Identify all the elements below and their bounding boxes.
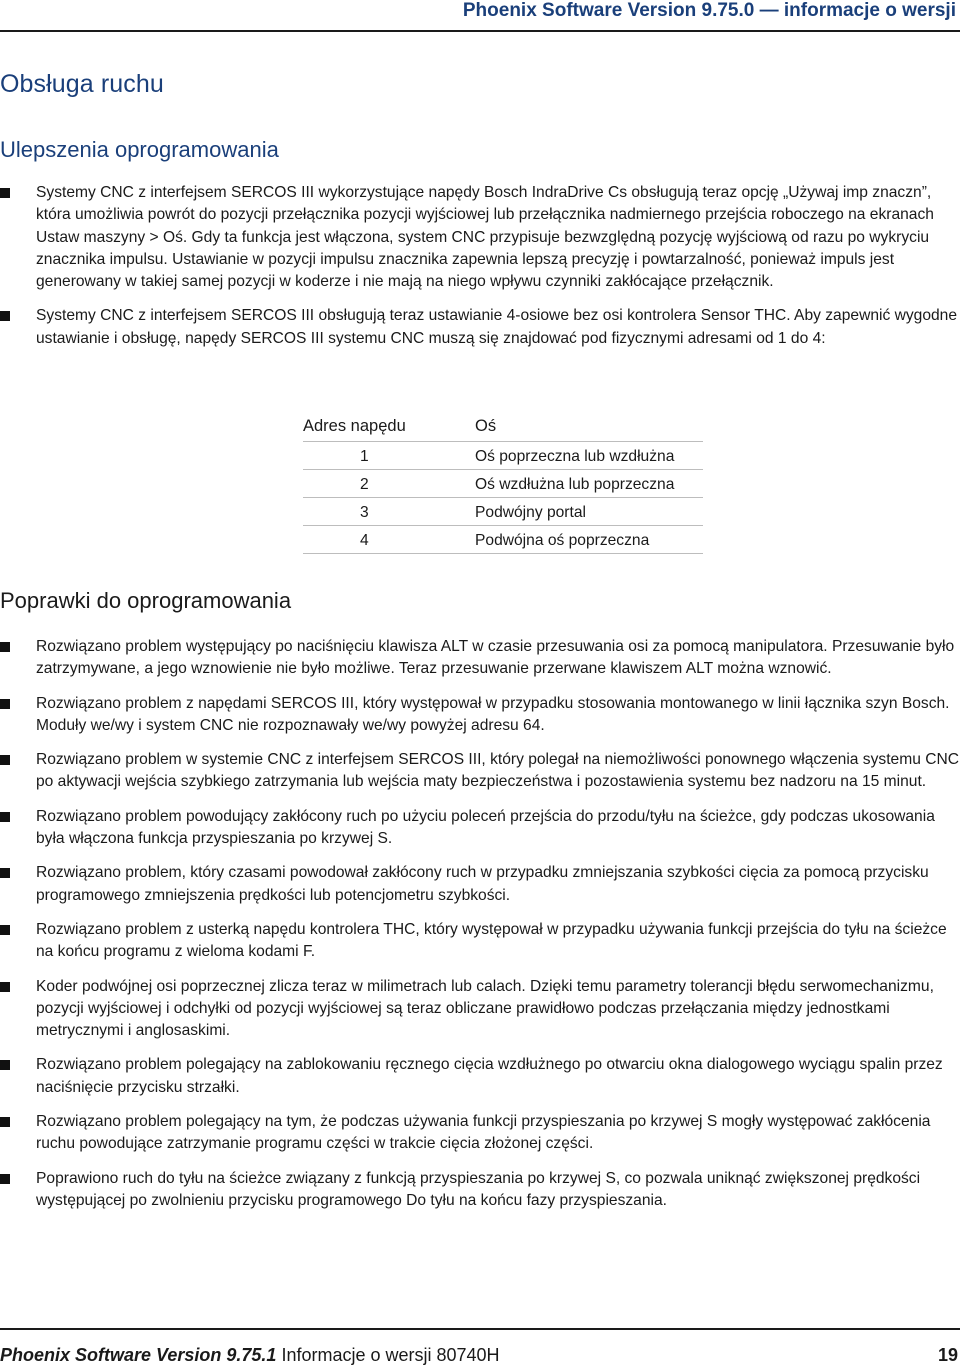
- fixes-heading: Poprawki do oprogramowania: [0, 588, 292, 613]
- footer-divider: [0, 1328, 960, 1330]
- list-item: [0, 976, 960, 1043]
- list-item: [0, 1168, 960, 1213]
- list-item-text: Rozwiązano problem w systemie CNC z interfejsem SERCOS III, który polegał na niemożliwości ponownego włączenia systemu CNC po aktywacji wejścia szybkiego zatrzymania lub wejścia maty bezpieczeństwa i pozostawienia systemu bez nadzoru na 15 minut.: [36, 751, 959, 791]
- page-header-title: Phoenix Software Version 9.75.0 — informacje o wersji: [462, 0, 956, 21]
- list-item-text: Rozwiązano problem powodujący zakłócony ruch po użyciu poleceń przejścia do przodu/tyłu na ścieżce, gdy podczas ukosowania była włączona funkcja przyspieszania po krzywej S.: [36, 807, 935, 848]
- table-row: [303, 498, 703, 526]
- square-bullet-icon: [0, 311, 10, 321]
- list-item-text: Rozwiązano problem, który czasami powodował zakłócony ruch w przypadku zmniejszania szybkości cięcia za pomocą przycisku programowego zmniejszenia prędkości lub potencjometru szybkości.: [36, 864, 929, 904]
- table-cell-axis: Oś wzdłużna lub poprzeczna: [475, 470, 703, 498]
- table-row: [303, 526, 703, 554]
- table-row: [303, 470, 703, 498]
- list-item-text: Rozwiązano problem polegający na tym, że podczas używania funkcji przyspieszania po krzywej S mogły występować zakłócenia ruchu powodujące zatrzymanie programu części w trakcie cięcia złożonej części.: [36, 1113, 931, 1153]
- table-cell-address: 4: [303, 526, 475, 554]
- square-bullet-icon: [0, 699, 10, 709]
- list-item: [0, 806, 960, 851]
- square-bullet-icon: [0, 868, 10, 878]
- table-cell-axis: Podwójny portal: [475, 498, 703, 526]
- page-number: 19: [937, 1345, 958, 1365]
- list-item: [0, 1111, 960, 1156]
- table-cell-axis: Oś poprzeczna lub wzdłużna: [475, 442, 703, 470]
- list-item-text: Rozwiązano problem polegający na zablokowaniu ręcznego cięcia wzdłużnego po otwarciu okna dialogowego wyciągu spalin przez naciśnięcie przycisku strzałki.: [36, 1056, 943, 1096]
- list-item-text: Koder podwójnej osi poprzecznej zlicza teraz w milimetrach lub calach. Dzięki temu parametry tolerancji błędu serwomechanizmu, pozycji wyjściowej i odchyłki od pozycji wyjściowej są teraz obliczane prawidłowo podczas przełączania między jednostkami metrycznymi i anglosaskimi.: [36, 977, 934, 1040]
- list-item-text: Systemy CNC z interfejsem SERCOS III wykorzystujące napędy Bosch IndraDrive Cs obsługują teraz opcję „Używaj imp znaczn”, która umożliwia powrót do pozycji przełącznika pozycji wyjściowej lub przełącznika nadmiernego przejścia roboczego na ekranach Ustaw maszyny > Oś. Gdy ta funkcja jest włączona, system CNC przypisuje bezwzględną pozycję wyjściową od razu po wykryciu znacznika impulsu. Ustawianie w pozycji impulsu znacznika zapewnia lepszą precyzję i powtarzalność, ponieważ impuls jest generowany w takiej samej pozycji w koderze i nie mają na niego wpływu czynniki zakłócające przełącznik.: [36, 184, 934, 291]
- table-cell-address: 2: [303, 470, 475, 498]
- improvements-list: [0, 182, 960, 362]
- column-header-drive-address: Adres napędu: [303, 416, 406, 435]
- footer-product: Phoenix Software Version 9.75.1: [0, 1345, 277, 1365]
- table-cell-address: 1: [303, 442, 475, 470]
- square-bullet-icon: [0, 1174, 10, 1184]
- list-item: [0, 749, 960, 794]
- list-item: [0, 636, 960, 681]
- drive-address-table: [303, 414, 703, 554]
- square-bullet-icon: [0, 812, 10, 822]
- list-item: [0, 862, 960, 907]
- page-footer: [0, 1345, 960, 1366]
- list-item: [0, 305, 960, 350]
- table-cell-address: 3: [303, 498, 475, 526]
- header-divider: [0, 30, 960, 32]
- table-cell-axis: Podwójna oś poprzeczna: [475, 526, 703, 554]
- square-bullet-icon: [0, 1060, 10, 1070]
- list-item-text: Rozwiązano problem z usterką napędu kontrolera THC, który występował w przypadku używania funkcji przejścia do tyłu na ścieżce na końcu programu z wieloma kodami F.: [36, 920, 947, 961]
- list-item-text: Systemy CNC z interfejsem SERCOS III obsługują teraz ustawianie 4-osiowe bez osi kontrolera Sensor THC. Aby zapewnić wygodne ustawianie i obsługę, napędy SERCOS III systemu CNC muszą się znajdować pod fizycznymi adresami od 1 do 4:: [36, 307, 958, 347]
- improvements-heading: Ulepszenia oprogramowania: [0, 137, 279, 162]
- section-title: Obsługa ruchu: [0, 70, 164, 98]
- list-item: [0, 1054, 960, 1099]
- list-item-text: Poprawiono ruch do tyłu na ścieżce związany z funkcją przyspieszania po krzywej S, co pozwala uniknąć zwiększonej prędkości występującej po zwolnieniu przycisku programowego Do tyłu na końcu fazy przyspieszania.: [36, 1169, 921, 1209]
- square-bullet-icon: [0, 188, 10, 198]
- column-header-axis: Oś: [475, 416, 497, 435]
- list-item-text: Rozwiązano problem z napędami SERCOS III, który występował w przypadku stosowania montowanego w linii łącznika szyn Bosch. Moduły we/wy i system CNC nie rozpoznawały we/wy powyżej adresu 64.: [36, 694, 950, 734]
- table-header-row: [303, 414, 703, 442]
- list-item: [0, 693, 960, 738]
- square-bullet-icon: [0, 755, 10, 765]
- list-item: [0, 182, 960, 293]
- square-bullet-icon: [0, 982, 10, 992]
- fixes-list: [0, 636, 960, 1224]
- square-bullet-icon: [0, 642, 10, 652]
- list-item: [0, 919, 960, 964]
- footer-document: Informacje o wersji 80740H: [281, 1345, 500, 1365]
- square-bullet-icon: [0, 1117, 10, 1127]
- square-bullet-icon: [0, 925, 10, 935]
- table-row: [303, 442, 703, 470]
- list-item-text: Rozwiązano problem występujący po naciśnięciu klawisza ALT w czasie przesuwania osi za pomocą manipulatora. Przesuwanie było zatrzymywane, a jego wznowienie nie było możliwe. Teraz przesuwanie przerwane klawiszem ALT można wznowić.: [36, 638, 955, 678]
